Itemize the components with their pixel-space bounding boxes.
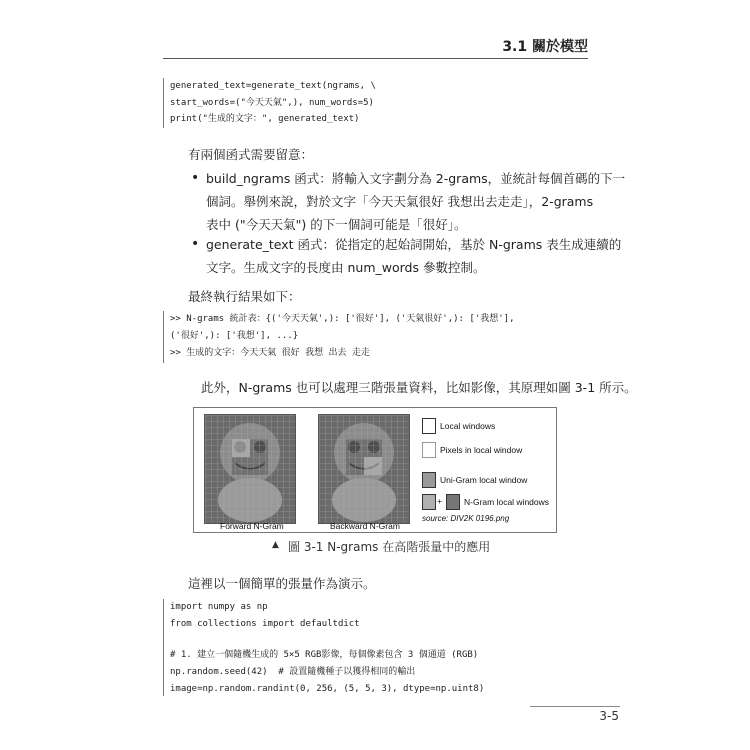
bullet-line: 個詞。舉例來說，對於文字「今天天氣很好 我想出去走走」，2-grams [206,194,594,209]
code-block-rule [163,78,164,128]
paragraph-intro: 有兩個函式需要留意： [188,147,314,162]
legend-swatch-ngram-a [422,494,436,510]
header-rule [163,58,588,59]
code-block-rule [163,599,164,696]
code-line: generated_text=generate_text(ngrams, \ [170,81,376,91]
paragraph-ngrams-tensor: 此外，N-grams 也可以處理三階張量資料，比如影像，其原理如圖 3-1 所示。 [201,380,637,395]
figure-source: source: DIV2K 0196.png [422,514,510,523]
figure-caption: 圖 3-1 N-grams 在高階張量中的應用 [288,540,491,554]
legend-plus: + [437,496,442,506]
forward-ngram-illustration [205,415,295,523]
bullet-dot: • [191,170,200,186]
forward-ngram-label: Forward N-Gram [220,521,284,531]
bullet-line: 表中 ("今天天氣") 的下一個詞可能是「很好」。 [206,217,467,232]
backward-ngram-illustration [319,415,409,523]
forward-ngram-image [204,414,296,524]
bullet-line: build_ngrams 函式：將輸入文字劃分為 2-grams，並統計每個首碼的下一 [206,171,626,186]
legend-swatch-unigram [422,472,436,488]
code-line: # 1. 建立一個隨機生成的 5×5 RGB影像，每個像素包含 3 個通道 (RGB) [170,650,479,660]
output-line: ('很好',): ['我想'], ...} [170,331,299,341]
code-line: image=np.random.randint(0, 256, (5, 5, 3), dtype=np.uint8) [170,684,485,694]
bullet-line: 文字。生成文字的長度由 num_words 參數控制。 [206,260,486,275]
backward-ngram-image [318,414,410,524]
legend-label: N-Gram local windows [464,497,550,507]
figure-3-1 [193,407,557,533]
code-line: from collections import defaultdict [170,619,360,629]
legend-swatch-local-windows [422,418,436,434]
code-line: np.random.seed(42) # 設置隨機種子以獲得相同的輸出 [170,667,416,677]
page-number: 3-5 [599,709,619,723]
bullet-line: generate_text 函式：從指定的起始詞開始，基於 N-grams 表生成連續的 [206,237,622,252]
footer-rule [530,706,620,707]
legend-label: Local windows [440,421,496,431]
output-block-rule [163,311,164,363]
paragraph-demo: 這裡以一個簡單的張量作為演示。 [188,576,376,591]
legend-label: Pixels in local window [440,445,523,455]
chapter-header-title: 3.1 關於模型 [502,39,588,55]
code-line: print("生成的文字：", generated_text) [170,114,360,124]
paragraph-result-intro: 最終執行結果如下： [188,289,301,304]
output-line: >> 生成的文字：今天天氣 很好 我想 出去 走走 [170,348,370,358]
output-line: >> N-grams 統計表：{('今天天氣',): ['很好'], ('天氣很好',): ['我想'], [170,314,515,324]
caption-marker: ▲ [272,540,279,550]
legend-swatch-ngram-b [446,494,460,510]
code-line: import numpy as np [170,602,268,612]
bullet-dot: • [191,236,200,252]
legend-swatch-pixels [422,442,436,458]
backward-ngram-label: Backward N-Gram [330,521,400,531]
legend-label: Uni-Gram local window [440,475,528,485]
code-line: start_words=("今天天氣",), num_words=5) [170,98,374,108]
